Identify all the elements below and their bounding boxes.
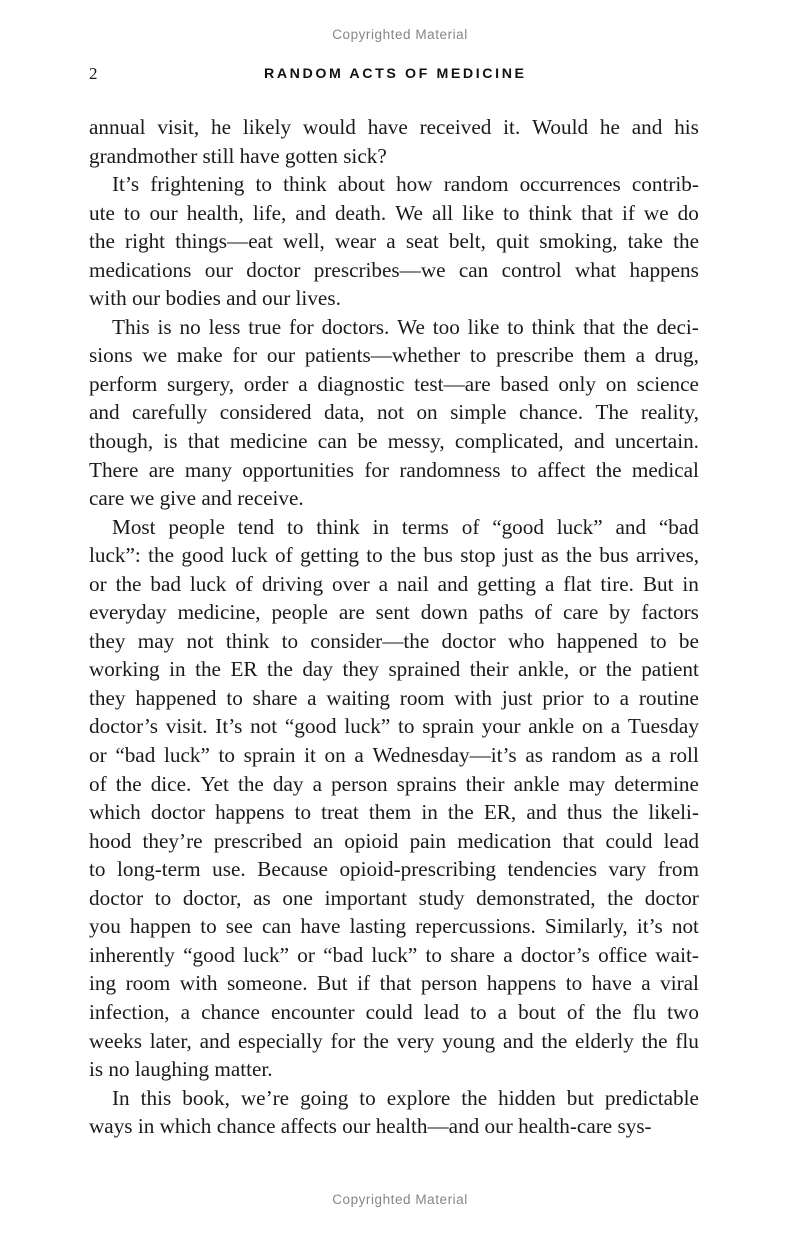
text-line: medications our doctor prescribes—we can control what happens [89,257,699,282]
text-line: and carefully considered data, not on simple chance. The reality, [89,400,699,425]
text-line: doctor to doctor, as one important study demonstrated, the doctor [89,885,699,910]
text-line: which doctor happens to treat them in the ER, and thus the likeli- [89,800,699,825]
text-line: ute to our health, life, and death. We all like to think that if we do [89,200,699,225]
text-line: or the bad luck of driving over a nail and getting a flat tire. But in [89,571,699,596]
paragraph [89,513,699,1084]
text-line: is no laughing matter. [89,1057,273,1082]
text-line: they may not think to consider—the doctor who happened to be [89,628,699,653]
text-line: perform surgery, order a diagnostic test—are based only on science [89,371,699,396]
text-line: annual visit, he likely would have received it. Would he and his [89,115,699,139]
text-line: the right things—eat well, wear a seat belt, quit smoking, take the [89,229,699,254]
book-title-running-head: RANDOM ACTS OF MEDICINE [263,66,527,82]
text-line: ways in which chance affects our health—and our health-care sys- [89,1114,652,1139]
page-number: 2 [89,64,98,83]
text-line: It’s frightening to think about how random occurrences contrib- [112,172,699,197]
text-line: working in the ER the day they sprained their ankle, or the patient [89,657,699,682]
text-line: infection, a chance encounter could lead to a bout of the flu two [89,999,699,1024]
text-line: Most people tend to think in terms of “good luck” and “bad [112,514,699,539]
text-line: In this book, we’re going to explore the hidden but predictable [112,1085,699,1110]
text-line: hood they’re prescribed an opioid pain medication that could lead [89,828,699,853]
text-line: sions we make for our patients—whether to prescribe them a drug, [89,343,699,368]
text-line: you happen to see can have lasting repercussions. Similarly, it’s not [89,914,699,939]
text-line: or “bad luck” to sprain it on a Wednesday—it’s as random as a roll [89,743,699,768]
text-line: with our bodies and our lives. [89,286,341,311]
text-line: weeks later, and especially for the very young and the elderly the flu [89,1028,699,1053]
paragraph [89,1084,699,1141]
copyright-watermark-bottom: Copyrighted Material [332,1192,468,1207]
text-line: to long-term use. Because opioid-prescribing tendencies vary from [89,857,699,882]
text-line: This is no less true for doctors. We too like to think that the deci- [112,314,699,339]
text-line: grandmother still have gotten sick? [89,143,387,168]
text-line: inherently “good luck” or “bad luck” to share a doctor’s office wait- [89,942,699,967]
text-line: doctor’s visit. It’s not “good luck” to sprain your ankle on a Tuesday [89,714,699,739]
paragraph [89,170,699,313]
text-line: care we give and receive. [89,486,304,511]
text-line: There are many opportunities for randomness to affect the medical [89,457,699,482]
text-line: of the dice. Yet the day a person sprains their ankle may determine [89,771,699,796]
paragraph [89,113,699,170]
copyright-watermark-top: Copyrighted Material [332,27,468,42]
text-line: ing room with someone. But if that person happens to have a viral [89,971,699,996]
text-line: they happened to share a waiting room with just prior to a routine [89,685,699,710]
text-line: everyday medicine, people are sent down paths of care by factors [89,600,699,625]
text-line: luck”: the good luck of getting to the bus stop just as the bus arrives, [89,543,699,568]
text-line: though, is that medicine can be messy, complicated, and uncertain. [89,429,699,454]
running-head [89,63,699,87]
paragraph [89,313,699,513]
body-text-block [89,113,699,1141]
